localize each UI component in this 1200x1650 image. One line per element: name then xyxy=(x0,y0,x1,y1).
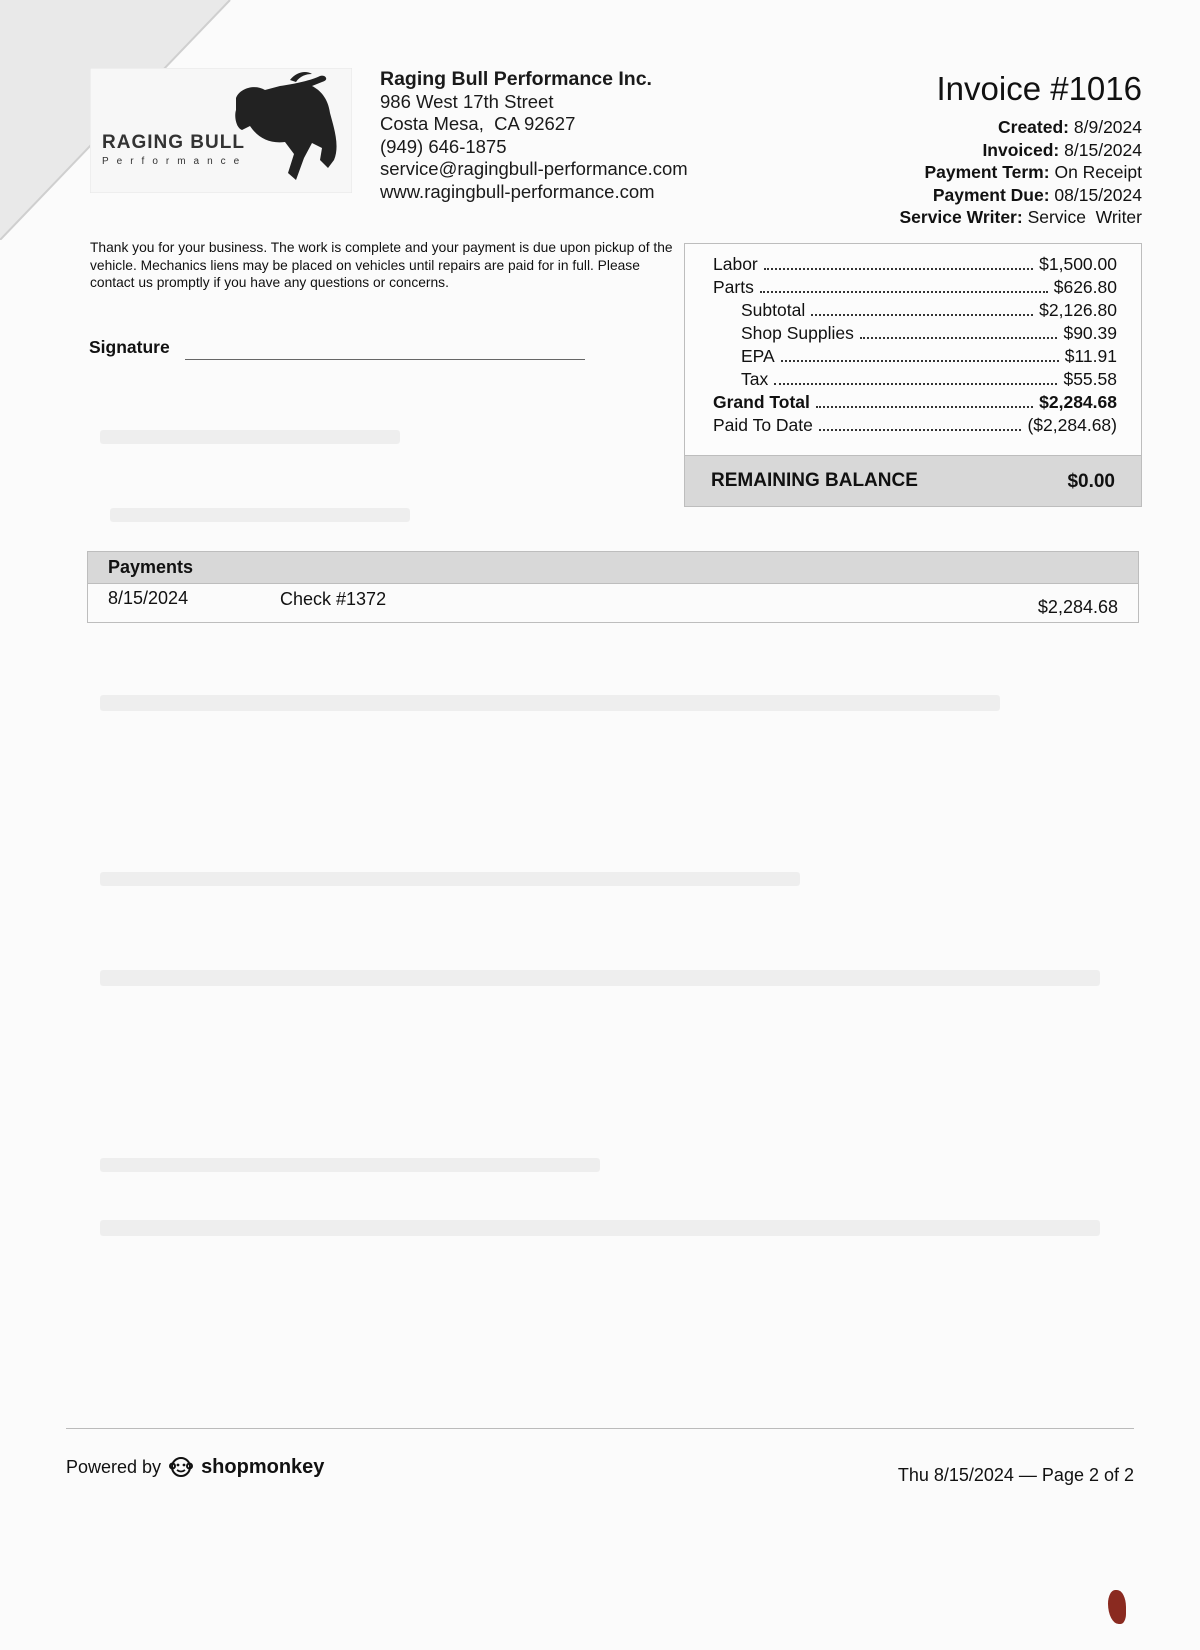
show-through-mark xyxy=(100,695,1000,711)
leader-dots xyxy=(860,337,1058,339)
shopmonkey-monkey-icon xyxy=(169,1455,193,1479)
thank-you-note: Thank you for your business. The work is complete and your payment is due upon pickup of the vehicle. Mechanics liens may be placed on vehicles until repairs are paid for in full. Please contact us promptly if you have any questions or concerns. xyxy=(90,240,673,290)
logo-wordmark: RAGING BULL xyxy=(102,132,245,153)
shop-supplies-label: Shop Supplies xyxy=(741,323,854,343)
payments-table xyxy=(87,551,1139,623)
bull-icon xyxy=(90,68,352,193)
parts-value: $626.80 xyxy=(1053,277,1117,297)
powered-by-label: Powered by xyxy=(66,1456,162,1477)
leader-dots xyxy=(811,314,1033,316)
payment-reference: Check #1372 xyxy=(280,589,387,609)
payments-header-label: Payments xyxy=(108,557,194,577)
grand-total-value: $2,284.68 xyxy=(1039,392,1117,412)
signature-label: Signature xyxy=(89,337,170,357)
tax-value: $55.58 xyxy=(1063,369,1117,389)
show-through-mark xyxy=(100,1158,600,1172)
signature-line xyxy=(185,359,585,360)
page-info: Thu 8/15/2024 — Page 2 of 2 xyxy=(897,1465,1134,1485)
leader-dots xyxy=(774,383,1057,385)
shopmonkey-brand: shopmonkey xyxy=(201,1455,325,1478)
payment-due-label: Payment Due: xyxy=(932,184,1050,205)
show-through-mark xyxy=(100,430,400,444)
remaining-balance-label: REMAINING BALANCE xyxy=(711,470,918,491)
created-date: 8/9/2024 xyxy=(1073,117,1142,137)
company-address-line2: Costa Mesa, CA 92627 xyxy=(380,113,576,134)
invoice-meta xyxy=(899,116,1142,229)
labor-row xyxy=(713,254,1117,275)
service-writer: Service Writer xyxy=(1027,207,1142,227)
totals-summary xyxy=(684,243,1142,507)
company-website: www.ragingbull-performance.com xyxy=(380,180,655,202)
leader-dots xyxy=(764,268,1033,270)
footer-divider xyxy=(66,1428,1134,1429)
payments-header xyxy=(88,552,1138,584)
remaining-balance-bar xyxy=(685,455,1141,506)
created-label: Created: xyxy=(998,117,1069,137)
shop-supplies-value: $90.39 xyxy=(1063,323,1117,343)
company-address-line1: 986 West 17th Street xyxy=(380,90,554,112)
logo-tagline: Performance xyxy=(102,156,248,167)
epa-label: EPA xyxy=(741,346,775,366)
payment-due: 08/15/2024 xyxy=(1054,184,1142,205)
parts-row xyxy=(713,277,1117,298)
company-logo xyxy=(90,68,352,193)
company-info xyxy=(380,68,688,203)
labor-label: Labor xyxy=(713,254,758,274)
payment-date: 8/15/2024 xyxy=(108,588,189,608)
labor-value: $1,500.00 xyxy=(1039,254,1117,274)
leader-dots xyxy=(816,406,1033,408)
show-through-mark xyxy=(100,970,1100,986)
powered-by xyxy=(66,1455,324,1479)
grand-total-label: Grand Total xyxy=(713,392,810,412)
invoiced-date: 8/15/2024 xyxy=(1064,139,1142,160)
company-email: service@ragingbull-performance.com xyxy=(380,158,688,179)
subtotal-value: $2,126.80 xyxy=(1039,300,1117,320)
leader-dots xyxy=(781,360,1059,362)
payment-term: On Receipt xyxy=(1054,162,1142,182)
invoice-title: Invoice #1016 xyxy=(936,70,1142,107)
ink-stain xyxy=(1108,1590,1126,1624)
shop-supplies-row xyxy=(741,323,1117,344)
show-through-mark xyxy=(100,1220,1100,1236)
invoiced-label: Invoiced: xyxy=(982,139,1060,160)
payment-amount: $2,284.68 xyxy=(1037,597,1118,617)
remaining-balance-value: $0.00 xyxy=(1067,471,1115,492)
show-through-mark xyxy=(100,872,800,886)
company-name: Raging Bull Performance Inc. xyxy=(380,68,652,90)
service-writer-label: Service Writer: xyxy=(899,207,1023,227)
grand-total-row xyxy=(713,392,1117,413)
show-through-mark xyxy=(110,508,410,522)
tax-row xyxy=(741,369,1117,390)
company-phone: (949) 646-1875 xyxy=(380,135,507,157)
leader-dots xyxy=(760,291,1048,293)
paid-to-date-value: ($2,284.68) xyxy=(1027,415,1117,435)
paid-to-date-label: Paid To Date xyxy=(713,415,813,435)
paid-to-date-row xyxy=(713,415,1117,436)
leader-dots xyxy=(819,429,1022,431)
subtotal-label: Subtotal xyxy=(741,300,806,320)
parts-label: Parts xyxy=(713,277,754,297)
epa-value: $11.91 xyxy=(1064,346,1117,366)
payment-term-label: Payment Term: xyxy=(924,162,1050,182)
epa-row xyxy=(741,346,1117,367)
tax-label: Tax xyxy=(741,369,769,389)
subtotal-row xyxy=(741,300,1117,321)
